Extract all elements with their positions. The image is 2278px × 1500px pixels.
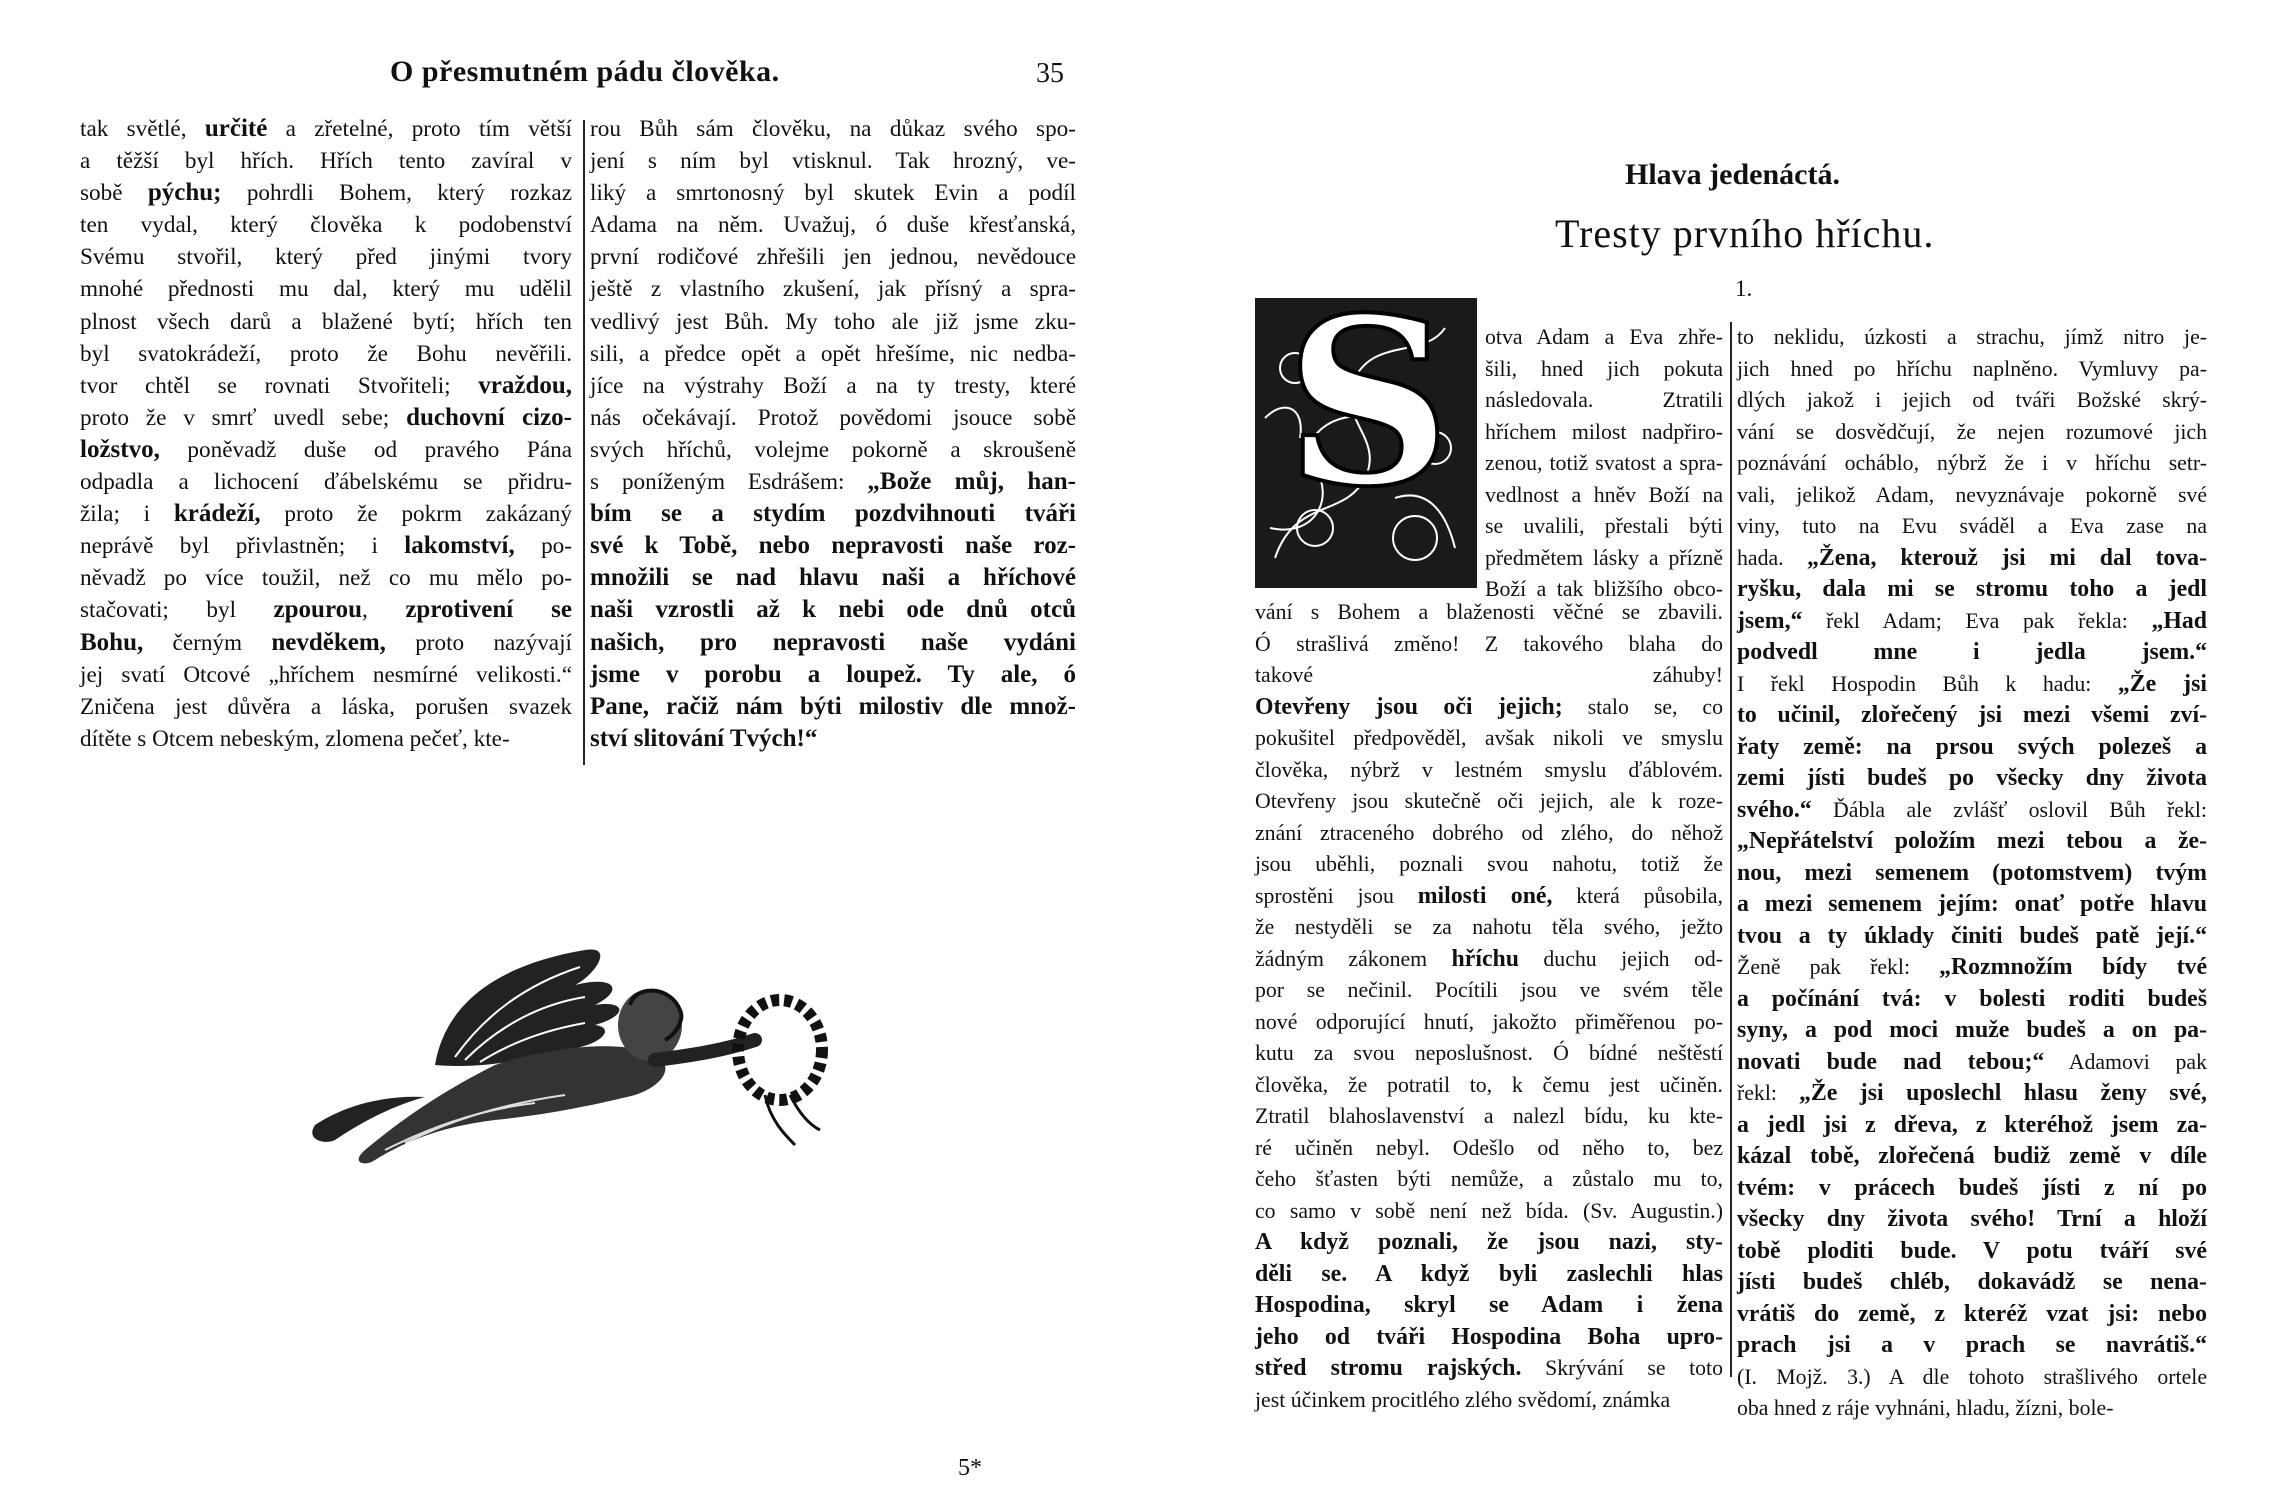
text-line: nové odporující hnutí, jakožto přiměřenou po- (1255, 1009, 1723, 1034)
text-line: Boží a tak bližšího obco- (1485, 577, 1723, 601)
text-line: rou Bůh sám člověku, na důkaz svého spo- (590, 116, 1076, 142)
text-line: to neklidu, úzkosti a strachu, jímž nitro je- (1737, 325, 2207, 349)
text-line: člověka, nýbrž v lestném smyslu ďáblovém. (1255, 757, 1723, 782)
text-line: oba hned z ráje vyhnáni, hladu, žízni, bole- (1737, 1396, 2114, 1420)
running-head-left: O přesmutném pádu člověka. (390, 55, 780, 88)
text-line: sili, a předce opět a opět hřešíme, nic nedba- (590, 340, 1076, 367)
text-line: děli se. A když byli zaslechli hlas (1255, 1260, 1723, 1287)
right-column-2 (1737, 322, 2207, 1425)
right-column-1 (1255, 597, 1723, 1416)
text-line: otva Adam a Eva zhře- (1485, 325, 1723, 349)
text-line: první rodičové zhřešili jen jednou, nevědouce (590, 244, 1076, 271)
text-line: pokušitel předpověděl, avšak nikoli ve smyslu (1255, 726, 1723, 750)
drop-cap-letter: S (1285, 298, 1452, 538)
text-line: tobě ploditi bude. V potu tváří své (1737, 1237, 2207, 1264)
text-line: zemi jísti budeš po všecky dny života (1737, 765, 2207, 791)
text-line: nás očekávají. Protož povědomi jsouce sobě (590, 404, 1076, 431)
text-line: ství slitování Tvých!“ (590, 724, 818, 752)
text-line: to učinil, zlořečený jsi mezi všemi zví- (1737, 702, 2207, 728)
text-line: vedlivý jest Bůh. My toho ale již jsme zku- (590, 308, 1076, 335)
left-column-1 (80, 113, 572, 755)
text-line: řaty země: na prsou svých polezeš a (1737, 733, 2207, 760)
text-line: vání se dosvědčují, že nejen rozumové jich (1737, 419, 2207, 444)
text-line: šili, hned jich pokuta (1485, 356, 1723, 381)
text-line: byl svatokrádeží, proto že Bohu nevěřili. (80, 340, 572, 367)
text-line: ještě z vlastního zkušení, jak přísný a spra- (590, 276, 1076, 303)
text-line: Hospodina, skryl se Adam i žena (1255, 1292, 1723, 1318)
left-column-2 (590, 113, 1076, 755)
text-line: ré učiněn nebyl. Odešlo od něho to, bez (1255, 1135, 1723, 1160)
text-line: hříchem milost nadpřiro- (1485, 419, 1723, 444)
text-line: Adama na něm. Uvažuj, ó duše křesťanská, (590, 212, 1076, 239)
text-line: jsme v porobu a loupež. Ty ale, ó (590, 660, 1076, 688)
text-line: prach jsi a v prach se navrátiš.“ (1737, 1332, 2207, 1358)
text-line: se uvalili, přestali býti (1485, 514, 1723, 538)
text-line: jej svatí Otcové „hříchem nesmírné velikosti.“ (80, 661, 572, 688)
text-line: následovala. Ztratili (1485, 388, 1723, 412)
text-line: plnost všech darů a blažené bytí; hřích ten (80, 308, 572, 335)
text-line: (I. Mojž. 3.) A dle tohoto strašlivého ortele (1737, 1364, 2207, 1389)
text-line: nou, mezi semenem (potomstvem) tvým (1737, 859, 2207, 886)
text-line: Ztratil blahoslavenství a nalezl bídu, ku kte- (1255, 1104, 1723, 1128)
text-line: hada. „Žena, kterouž jsi mi dal tova- (1737, 544, 2207, 571)
text-line: Zničena jest důvěra a láska, porušen svazek (80, 693, 572, 720)
text-line: jsou uběhli, poznali svou nahotu, totiž že (1255, 852, 1723, 876)
text-line: kázal tobě, zlořečená budiž země v díle (1737, 1143, 2207, 1169)
text-line: odpadla a lichocení ďábelskému se přidru- (80, 469, 572, 496)
text-line: takové záhuby! (1255, 663, 1723, 687)
text-line: čeho šťasten býti nemůže, a zůstalo mu to, (1255, 1167, 1723, 1191)
text-line: vali, jelikož Adam, nevyznávaje pokorně své (1737, 482, 2207, 507)
text-line: našich, pro nepravosti naše vydáni (590, 628, 1076, 656)
text-line: žádným zákonem hříchu duchu jejich od- (1255, 945, 1723, 972)
text-line: všecky dny života svého! Trní a hloží (1737, 1206, 2207, 1232)
text-line: a počínání tvá: v bolesti roditi budeš (1737, 985, 2207, 1012)
text-line: jení s ním byl vtisknul. Tak hrozný, ve- (590, 148, 1076, 175)
text-line: sobě pýchu; pohrdli Bohem, který rozkaz (80, 179, 572, 207)
text-line: Ženě pak řekl: „Rozmnožím bídy tvé (1737, 954, 2208, 980)
column-rule-right (1730, 322, 1732, 1377)
angel-illustration (295, 945, 855, 1195)
text-line: jíce na výstrahy Boží a na ty tresty, které (590, 372, 1076, 399)
text-line: a mezi semenem jejím: onať potře hlavu (1737, 891, 2207, 917)
text-line: jich hned po hříchu naplněno. Vymluvy pa- (1737, 356, 2207, 381)
text-line: Svému stvořil, který před jinými tvory (80, 244, 572, 271)
text-line: Otevřeny jsou oči jejich; stalo se, co (1255, 693, 1723, 720)
text-line: předmětem lásky a přízně (1485, 545, 1723, 570)
text-line: sprostěni jsou milosti oné, která působila, (1255, 882, 1723, 909)
text-line: ten vydal, který člověka k podobenství (80, 212, 572, 239)
text-line: neprávě byl přivlastněn; i lakomství, po- (80, 532, 572, 560)
signature-mark: 5* (958, 1455, 982, 1481)
text-line: co samo v sobě není než bída. (Sv. Augustin.) (1255, 1198, 1723, 1223)
chapter-label: Hlava jedenáctá. (1625, 158, 1840, 191)
text-line: mnohé přednosti mu dal, který mu udělil (80, 276, 572, 303)
text-line: zenou, totiž svatost a spra- (1485, 451, 1723, 475)
text-line: svých hříchů, volejme pokorně a skroušeně (590, 436, 1076, 463)
text-line: žila; i krádeží, proto že pokrm zakázaný (80, 500, 572, 528)
text-line: řekl: „Že jsi uposlechl hlasu ženy své, (1737, 1080, 2207, 1106)
text-line: tvou a ty úklady činiti budeš patě její.“ (1737, 922, 2207, 949)
text-line: proto že v smrť uvedl sebe; duchovní cizo- (80, 403, 573, 431)
text-line: svého.“ Ďábla ale zvlášť oslovil Bůh řekl: (1737, 796, 2207, 823)
section-number: 1. (1735, 276, 1753, 301)
text-line: por se nečinil. Pocítili jsou ve svém těle (1255, 978, 1723, 1002)
text-line: střed stromu rajských. Skrývání se toto (1255, 1355, 1723, 1381)
ornamental-drop-cap (1255, 298, 1477, 588)
text-line: znání ztraceného dobrého od zlého, do něhož (1255, 820, 1723, 845)
text-line: a jedl jsi z dřeva, z kteréhož jsem za- (1737, 1111, 2207, 1138)
text-line: s poníženým Esdrášem: „Bože můj, han- (590, 468, 1076, 496)
text-line: jest účinkem procitlého zlého svědomí, známka (1255, 1387, 1671, 1412)
text-line: množili se nad hlavu naši a hříchové (590, 564, 1076, 592)
text-line: jeho od tváři Hospodina Boha upro- (1255, 1323, 1723, 1350)
text-line: stačovati; byl zpourou, zprotivení se (80, 596, 572, 624)
text-line: jísti budeš chléb, dokavádž se nena- (1737, 1269, 2207, 1295)
text-line: liký a smrtonosný byl skutek Evin a podíl (590, 180, 1076, 207)
text-line: A když poznali, že jsou nazi, sty- (1255, 1229, 1723, 1255)
laurel-wreath (738, 1000, 822, 1145)
page-number-left: 35 (1036, 58, 1064, 89)
text-line: Ó strašlivá změno! Z takového blaha do (1255, 631, 1723, 656)
column-rule-left (583, 120, 585, 765)
text-line: člověka, že potratil to, k čemu jest učiněn. (1255, 1072, 1723, 1097)
text-line: ložstvo, poněvadž duše od pravého Pána (80, 435, 572, 463)
text-line: novati bude nad tebou;“ Adamovi pak (1737, 1048, 2207, 1075)
text-line: vedlnost a hněv Boží na (1485, 482, 1723, 507)
text-line: viny, tuto na Evu sváděl a Eva zase na (1737, 514, 2207, 538)
text-line: poznávání ocháblo, nýbrž že i v hříchu setr- (1737, 451, 2207, 475)
text-line: tvor chtěl se rovnati Stvořiteli; vraždou, (80, 371, 572, 399)
text-line: kutu za svou neposlušnost. Ó bídné neštěstí (1255, 1041, 1723, 1065)
text-line: „Nepřátelství položím mezi tebou a že- (1737, 828, 2207, 854)
text-line: dítěte s Otcem nebeským, zlomena pečeť, kte- (80, 725, 510, 752)
text-line: vání s Bohem a blaženosti věčné se zbavili. (1255, 600, 1723, 624)
text-line: syny, a pod moci muže budeš a on pa- (1737, 1017, 2207, 1043)
chapter-title: Tresty prvního hříchu. (1555, 211, 1935, 256)
text-line: Pane, račiž nám býti milostiv dle množ- (590, 692, 1076, 720)
right-column-1-beside-cap (1485, 322, 1723, 606)
text-line: a těžší byl hřích. Hřích tento zavíral v (80, 148, 572, 175)
text-line: něvadž po více toužil, než co mu mělo po- (80, 565, 572, 592)
text-line: naši vzrostli až k nebi ode dnů otců (590, 596, 1076, 624)
text-line: bím se a stydím pozdvihnouti tváři (590, 500, 1076, 528)
text-line: tvém: v prácech budeš jísti z ní po (1737, 1174, 2207, 1201)
text-line: Bohu, černým nevděkem, proto nazývají (80, 628, 572, 656)
text-line: dlých jakož i jejich od tváři Božské skrý- (1737, 388, 2207, 412)
text-line: Otevřeny jsou skutečně oči jejich, ale k roze- (1255, 789, 1723, 813)
text-line: tak světlé, určité a zřetelné, proto tím větší (80, 115, 572, 142)
text-line: že nestyděli se za nahotu těla svého, ježto (1255, 915, 1723, 939)
text-line: své k Tobě, nebo nepravosti naše roz- (590, 532, 1076, 560)
text-line: jsem,“ řekl Adam; Eva pak řekla: „Had (1737, 607, 2207, 634)
text-line: ryšku, dala mi se stromu toho a jedl (1737, 576, 2207, 602)
text-line: I řekl Hospodin Bůh k hadu: „Že jsi (1737, 670, 2207, 697)
text-line: vrátiš do země, z kteréž vzat jsi: nebo (1737, 1300, 2207, 1327)
text-line: podvedl mne i jedla jsem.“ (1737, 639, 2207, 665)
